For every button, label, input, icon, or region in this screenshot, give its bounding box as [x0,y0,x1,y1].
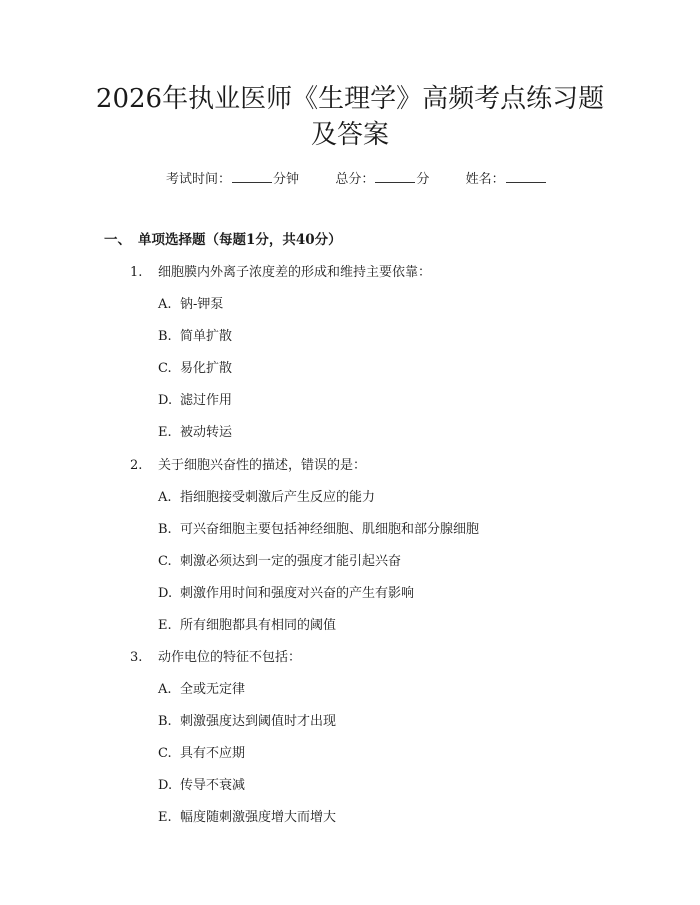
exam-time-unit: 分钟 [273,172,300,187]
option-1e [158,421,232,440]
question-number: 1. [130,265,143,280]
option-1a [158,293,223,312]
question-text: 关于细胞兴奋性的描述，错误的是： [158,458,367,473]
section-title: 单项选择题（每题1分，共40分） [138,232,342,248]
option-text: 全或无定律 [180,682,246,697]
question-number: 3. [130,650,143,665]
option-text: 滤过作用 [180,393,233,408]
option-label: A. [158,490,172,505]
option-label: C. [158,554,172,569]
option-2a [158,486,375,505]
option-text: 简单扩散 [180,329,233,344]
question-2 [130,454,366,473]
option-label: D. [158,778,173,793]
total-score-blank [375,171,415,183]
option-label: D. [158,393,173,408]
total-score-unit: 分 [416,172,430,187]
option-3c [158,742,245,761]
option-label: C. [158,746,172,761]
option-1b [158,325,232,344]
option-label: B. [158,329,172,344]
question-text: 细胞膜内外离子浓度差的形成和维持主要依靠： [158,265,432,280]
question-1 [130,261,431,280]
document-title-line1: 2026年执业医师《生理学》高频考点练习题 [95,84,605,114]
option-3a [158,678,245,697]
option-text: 钠-钾泵 [180,297,224,312]
option-text: 被动转运 [180,425,233,440]
total-score-label: 总分： [335,172,375,187]
question-number: 2. [130,458,143,473]
name-label: 姓名： [465,172,505,187]
option-label: B. [158,714,172,729]
option-label: A. [158,682,172,697]
option-label: B. [158,522,172,537]
option-text: 易化扩散 [180,361,233,376]
section-heading [104,228,342,248]
option-text: 可兴奋细胞主要包括神经细胞、肌细胞和部分腺细胞 [180,522,480,537]
exam-time-label: 考试时间： [166,172,232,187]
option-label: D. [158,586,173,601]
option-2b [158,518,479,537]
option-label: E. [158,618,172,633]
option-text: 幅度随刺激强度增大而增大 [180,810,337,825]
option-1c [158,357,232,376]
option-text: 指细胞接受刺激后产生反应的能力 [180,490,376,505]
question-3 [130,646,301,665]
option-text: 传导不衰减 [180,778,246,793]
option-label: E. [158,425,172,440]
exam-meta-line [166,168,547,187]
option-3e [158,806,336,825]
option-text: 刺激作用时间和强度对兴奋的产生有影响 [180,586,415,601]
option-text: 具有不应期 [180,746,246,761]
option-1d [158,389,232,408]
option-label: C. [158,361,172,376]
option-label: E. [158,810,172,825]
option-2d [158,582,414,601]
option-3d [158,774,245,793]
section-number: 一、 [104,232,131,248]
name-blank [506,171,546,183]
option-text: 所有细胞都具有相同的阈值 [180,618,337,633]
document-title-line2: 及答案 [310,120,389,150]
option-text: 刺激强度达到阈值时才出现 [180,714,337,729]
option-2c [158,550,401,569]
question-text: 动作电位的特征不包括： [158,650,302,665]
option-label: A. [158,297,172,312]
exam-time-blank [232,171,272,183]
option-3b [158,710,336,729]
option-2e [158,614,336,633]
option-text: 刺激必须达到一定的强度才能引起兴奋 [180,554,402,569]
